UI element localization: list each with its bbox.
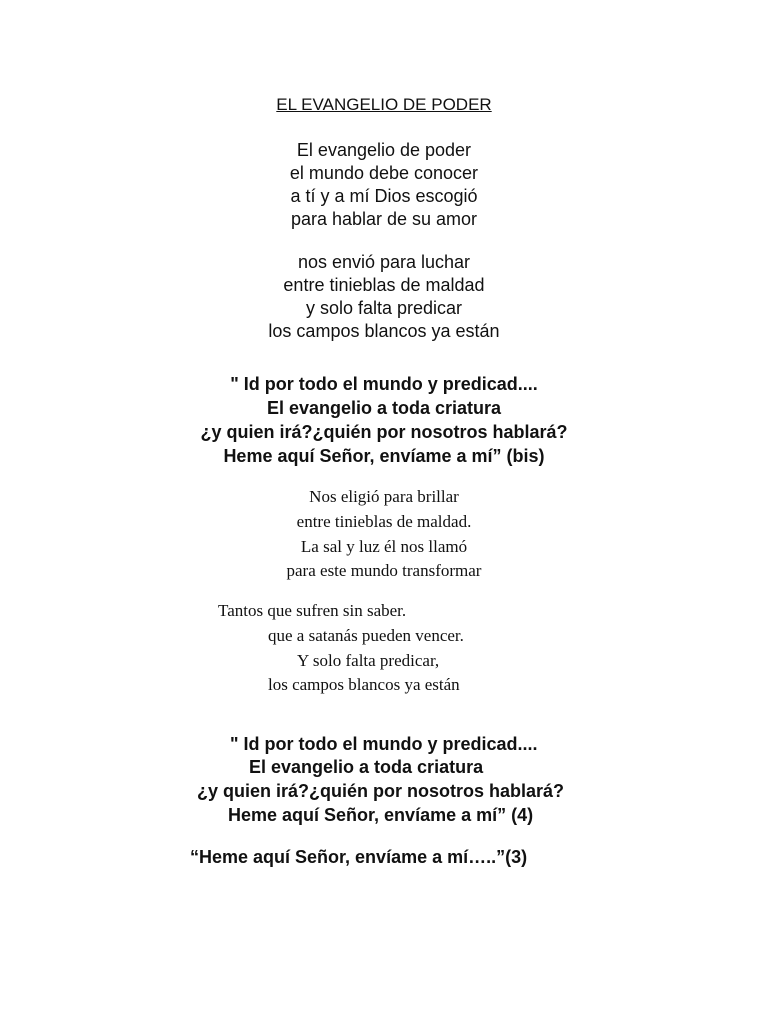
verse2-line-2: entre tinieblas de maldad [283,275,485,295]
verse3-line-1: Nos eligió para brillar [309,487,459,506]
verse4-line-1: Tantos que sufren sin saber. [218,601,407,620]
song-title: EL EVANGELIO DE PODER [276,95,492,114]
chorus2-line-4: Heme aquí Señor, envíame a mí” (4) [228,805,534,825]
verse2-line-3: y solo falta predicar [305,298,463,318]
chorus2-line-1: " Id por todo el mundo y predicad.... [230,734,538,754]
verse4-line-3: Y solo falta predicar, [297,651,440,670]
chorus1-line-3: ¿y quien irá?¿quién por nosotros hablará? [200,422,568,442]
verse1-line-2: el mundo debe conocer [289,163,479,183]
verse3-line-3: La sal y luz él nos llamó [300,537,468,556]
chorus1-line-2: El evangelio a toda criatura [266,398,502,418]
verse2-line-1: nos envió para luchar [297,252,471,272]
chorus1-line-4: Heme aquí Señor, envíame a mí” (bis) [223,446,545,466]
verse3-line-2: entre tinieblas de maldad. [296,512,472,531]
ending-line: “Heme aquí Señor, envíame a mí…..”(3) [190,847,528,867]
verse4-line-2: que a satanás pueden vencer. [268,626,464,645]
chorus2-line-3: ¿y quien irá?¿quién por nosotros hablará? [197,781,565,801]
chorus2-line-2: El evangelio a toda criatura [249,757,484,777]
verse4-line-4: los campos blancos ya están [268,675,460,694]
verse3-line-4: para este mundo transformar [286,561,482,580]
verse1-line-3: a tí y a mí Dios escogió [290,186,478,206]
verse2-line-4: los campos blancos ya están [268,321,500,341]
verse1-line-4: para hablar de su amor [290,209,478,229]
verse1-line-1: El evangelio de poder [296,140,472,160]
chorus1-line-1: " Id por todo el mundo y predicad.... [230,374,538,394]
